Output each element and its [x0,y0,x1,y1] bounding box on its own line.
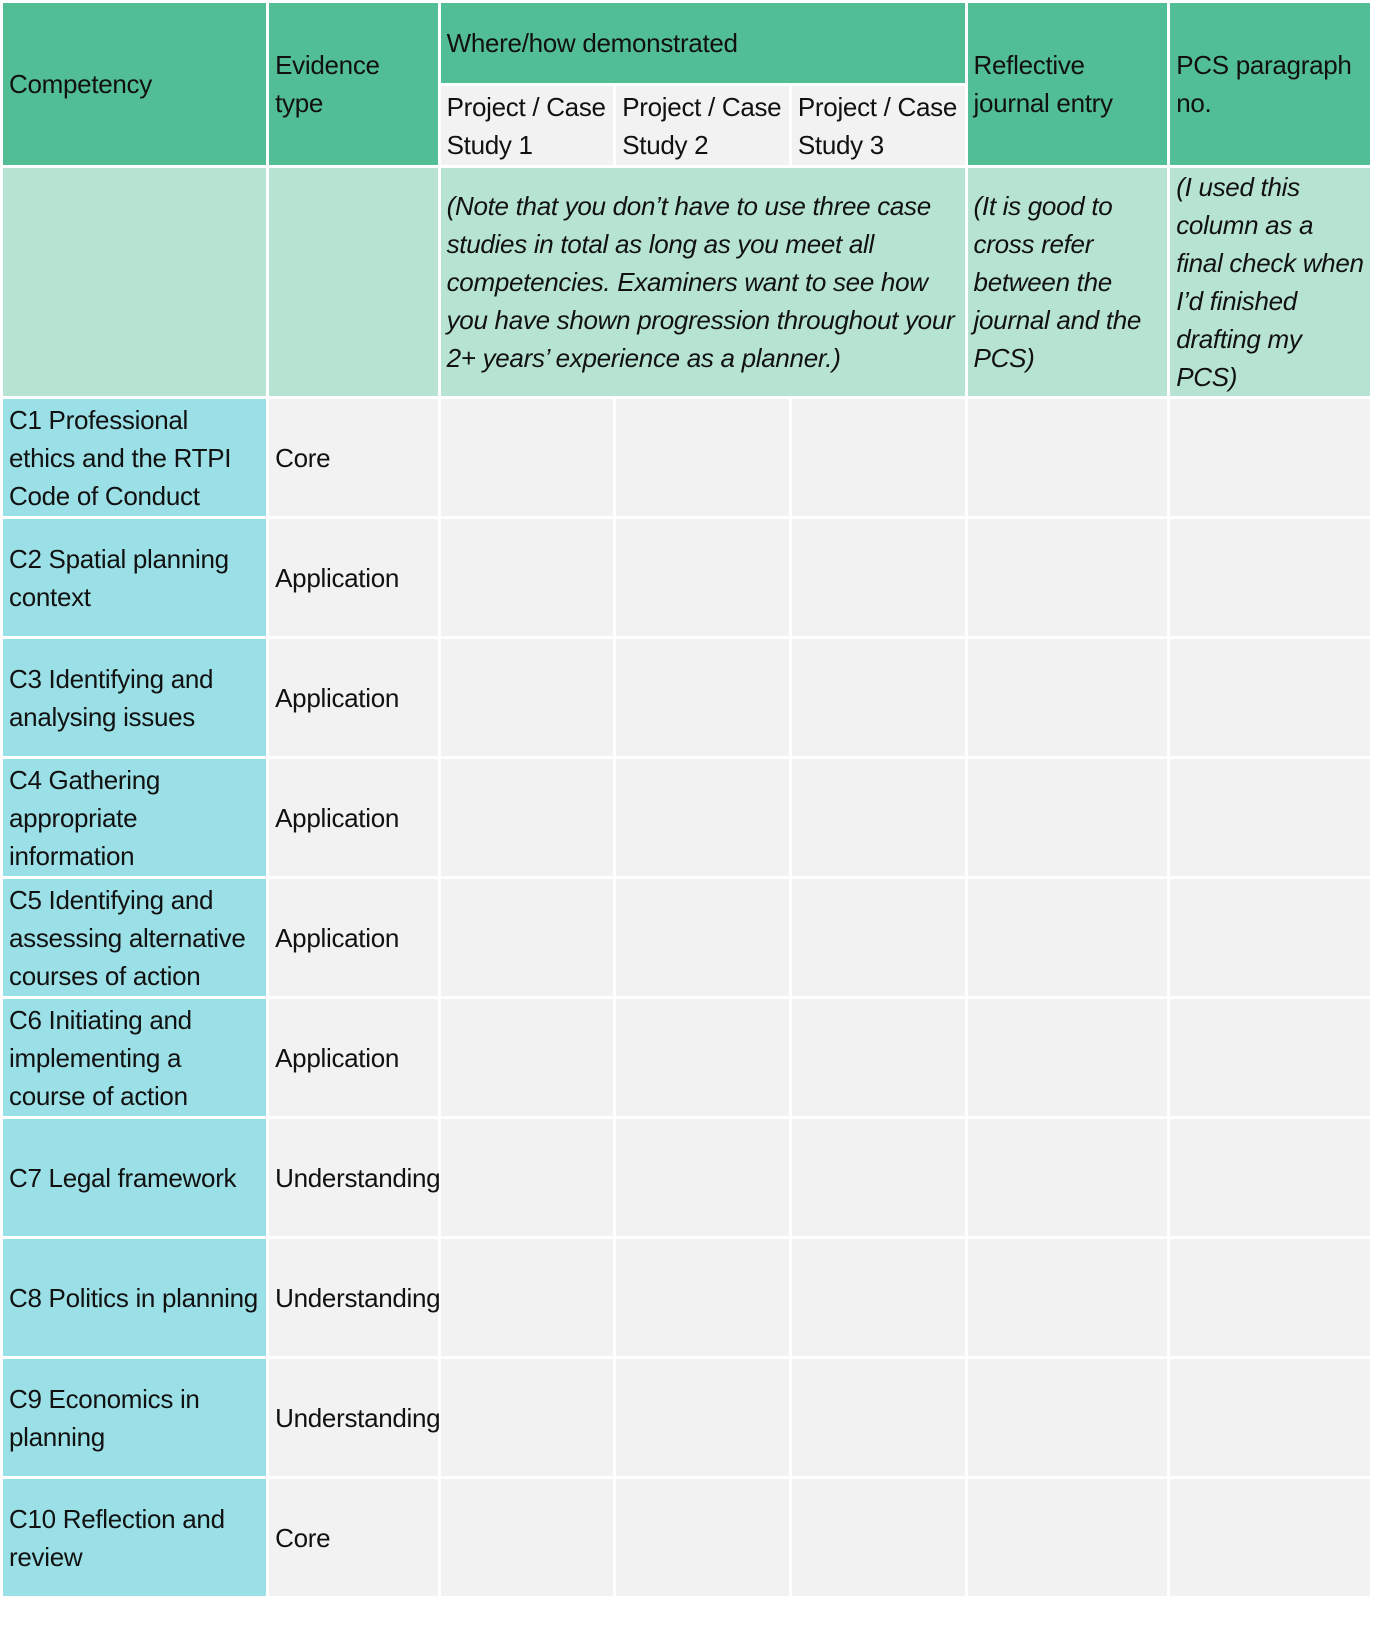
evidence-type-cell: Application [269,879,437,996]
competency-cell: C7 Legal framework [3,1119,266,1236]
case-study-2-cell[interactable] [616,399,789,516]
reflective-journal-cell[interactable] [968,759,1168,876]
evidence-type-cell: Application [269,639,437,756]
header-row [3,3,1370,83]
competency-cell: C9 Economics in planning [3,1359,266,1476]
evidence-type-cell: Understanding [269,1239,437,1356]
note-where-how: (Note that you don’t have to use three case studies in total as long as you meet all competencies. Examiners want to see how you have shown progression throughout your 2+ years’ experience as a planner.) [441,168,965,396]
case-study-2-cell[interactable] [616,759,789,876]
evidence-type-cell: Understanding [269,1359,437,1476]
case-study-2-cell[interactable] [616,999,789,1116]
pcs-paragraph-cell[interactable] [1170,879,1370,996]
table-row [3,1359,1370,1476]
case-study-3-cell[interactable] [792,1119,965,1236]
note-cell-empty [3,168,266,396]
header-competency: Competency [3,3,266,165]
evidence-type-cell: Application [269,999,437,1116]
pcs-paragraph-cell[interactable] [1170,399,1370,516]
competency-cell: C8 Politics in planning [3,1239,266,1356]
table-row [3,1479,1370,1596]
competency-cell: C1 Professional ethics and the RTPI Code of Conduct [3,399,266,516]
competency-cell: C4 Gathering appropriate information [3,759,266,876]
pcs-paragraph-cell[interactable] [1170,1119,1370,1236]
table-row [3,759,1370,876]
header-pcs-paragraph-no: PCS paragraph no. [1170,3,1370,165]
subheader-case-study-3: Project / Case Study 3 [792,86,965,165]
table-row [3,1239,1370,1356]
pcs-paragraph-cell[interactable] [1170,519,1370,636]
note-cell-empty [269,168,437,396]
pcs-paragraph-cell[interactable] [1170,759,1370,876]
pcs-paragraph-cell[interactable] [1170,999,1370,1116]
header-reflective-journal-entry: Reflective journal entry [968,3,1168,165]
case-study-3-cell[interactable] [792,879,965,996]
competency-cell: C5 Identifying and assessing alternative courses of action [3,879,266,996]
case-study-1-cell[interactable] [441,519,614,636]
case-study-1-cell[interactable] [441,639,614,756]
reflective-journal-cell[interactable] [968,639,1168,756]
competency-cell: C2 Spatial planning context [3,519,266,636]
pcs-paragraph-cell[interactable] [1170,1479,1370,1596]
reflective-journal-cell[interactable] [968,519,1168,636]
evidence-type-cell: Application [269,759,437,876]
reflective-journal-cell[interactable] [968,999,1168,1116]
competency-cell: C10 Reflection and review [3,1479,266,1596]
reflective-journal-cell[interactable] [968,1239,1168,1356]
case-study-3-cell[interactable] [792,1359,965,1476]
table-row [3,999,1370,1116]
case-study-2-cell[interactable] [616,639,789,756]
evidence-type-cell: Application [269,519,437,636]
case-study-2-cell[interactable] [616,1239,789,1356]
reflective-journal-cell[interactable] [968,1119,1168,1236]
case-study-3-cell[interactable] [792,1239,965,1356]
pcs-paragraph-cell[interactable] [1170,1359,1370,1476]
header-where-how-demonstrated: Where/how demonstrated [441,3,965,83]
evidence-type-cell: Core [269,399,437,516]
reflective-journal-cell[interactable] [968,1359,1168,1476]
case-study-1-cell[interactable] [441,759,614,876]
reflective-journal-cell[interactable] [968,1479,1168,1596]
competency-cell: C6 Initiating and implementing a course of action [3,999,266,1116]
case-study-1-cell[interactable] [441,1119,614,1236]
note-pcs: (I used this column as a final check when I’d finished drafting my PCS) [1170,168,1370,396]
case-study-2-cell[interactable] [616,1119,789,1236]
table-row [3,399,1370,516]
case-study-3-cell[interactable] [792,639,965,756]
case-study-3-cell[interactable] [792,759,965,876]
evidence-type-cell: Core [269,1479,437,1596]
case-study-3-cell[interactable] [792,1479,965,1596]
case-study-2-cell[interactable] [616,879,789,996]
note-row [3,168,1370,396]
evidence-type-cell: Understanding [269,1119,437,1236]
case-study-1-cell[interactable] [441,999,614,1116]
table-row [3,639,1370,756]
case-study-1-cell[interactable] [441,1239,614,1356]
case-study-3-cell[interactable] [792,519,965,636]
table-row [3,879,1370,996]
pcs-paragraph-cell[interactable] [1170,1239,1370,1356]
competency-cell: C3 Identifying and analysing issues [3,639,266,756]
case-study-3-cell[interactable] [792,399,965,516]
subheader-case-study-1: Project / Case Study 1 [441,86,614,165]
case-study-1-cell[interactable] [441,879,614,996]
case-study-2-cell[interactable] [616,1479,789,1596]
pcs-paragraph-cell[interactable] [1170,639,1370,756]
case-study-3-cell[interactable] [792,999,965,1116]
subheader-case-study-2: Project / Case Study 2 [616,86,789,165]
table-row [3,519,1370,636]
reflective-journal-cell[interactable] [968,879,1168,996]
case-study-1-cell[interactable] [441,1359,614,1476]
case-study-2-cell[interactable] [616,1359,789,1476]
case-study-1-cell[interactable] [441,1479,614,1596]
header-evidence-type: Evidence type [269,3,437,165]
note-reflective: (It is good to cross refer between the journal and the PCS) [968,168,1168,396]
case-study-2-cell[interactable] [616,519,789,636]
table-row [3,1119,1370,1236]
reflective-journal-cell[interactable] [968,399,1168,516]
case-study-1-cell[interactable] [441,399,614,516]
